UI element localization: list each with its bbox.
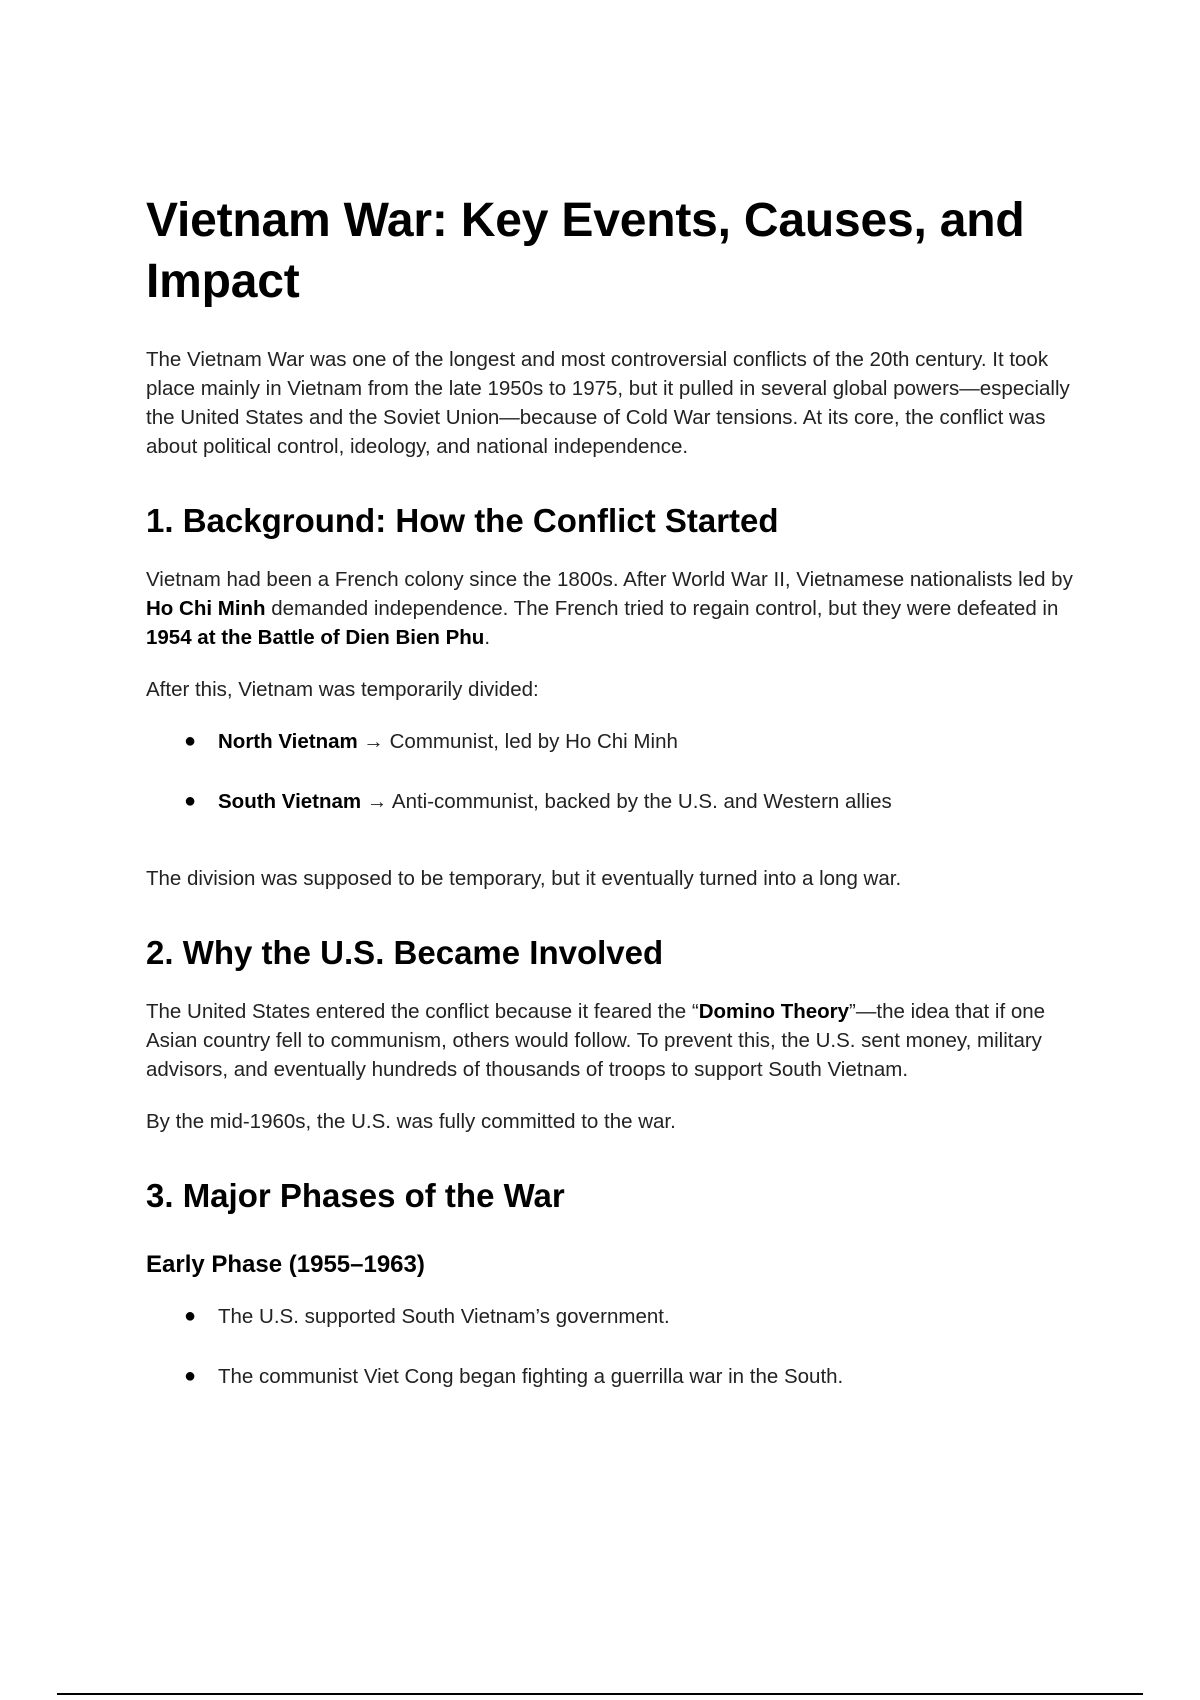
list-item-text: → Communist, led by Ho Chi Minh [357, 730, 678, 753]
bullet-icon: ● [184, 730, 197, 752]
list-item [184, 1302, 1086, 1331]
bullet-icon: ● [184, 1365, 197, 1387]
text-run: demanded independence. The French tried to regain control, but they were defeated in [265, 597, 1059, 620]
text-run: The United States entered the conflict because it feared the “ [146, 1000, 699, 1023]
document-title: Vietnam War: Key Events, Causes, and Impact [146, 194, 1025, 308]
list-item [184, 1362, 1086, 1391]
bold-domino-theory: Domino Theory [698, 1000, 850, 1023]
document-page [146, 190, 1086, 1439]
section-3-subheading: Early Phase (1955–1963) [146, 1251, 425, 1278]
list-item-text: The communist Viet Cong began fighting a guerrilla war in the South. [218, 1365, 844, 1388]
text-run: Vietnam had been a French colony since the 1800s. After World War II, Vietnamese nationalists led by [146, 568, 1073, 591]
list-item-bold: North Vietnam [218, 730, 358, 753]
section-1-paragraph-3: The division was supposed to be temporary, but it eventually turned into a long war. [146, 867, 902, 890]
section-1-paragraph-2: After this, Vietnam was temporarily divided: [146, 678, 539, 701]
early-phase-list [184, 1302, 1086, 1391]
list-item-text: → Anti-communist, backed by the U.S. and Western allies [361, 790, 892, 813]
list-item-text: The U.S. supported South Vietnam’s government. [218, 1305, 670, 1328]
text-run: ”—the idea that if one Asian country fell to communism, others would follow. To prevent this, the U.S. sent money, military advisors, and eventually hundreds of thousands of troops to support South Vietnam. [146, 1000, 1046, 1081]
division-list [184, 727, 1086, 816]
bullet-icon: ● [184, 790, 197, 812]
bullet-icon: ● [184, 1305, 197, 1327]
section-2-paragraph-2: By the mid-1960s, the U.S. was fully committed to the war. [146, 1110, 676, 1133]
text-run: . [484, 626, 491, 649]
section-3-heading: 3. Major Phases of the War [146, 1177, 565, 1214]
section-2-heading: 2. Why the U.S. Became Involved [146, 934, 664, 971]
list-item [184, 727, 1086, 756]
intro-paragraph: The Vietnam War was one of the longest and most controversial conflicts of the 20th century. It took place mainly in Vietnam from the late 1950s to 1975, but it pulled in several global powers—especially the United States and the Soviet Union—because of Cold War tensions. At its core, the conflict was about political control, ideology, and national independence. [146, 348, 1070, 458]
list-item-bold: South Vietnam [218, 790, 362, 813]
bold-ho-chi-minh: Ho Chi Minh [146, 597, 266, 620]
section-2-paragraph-1 [146, 997, 1086, 1084]
list-item [184, 787, 1086, 816]
footer-divider [57, 1693, 1143, 1695]
section-1-heading: 1. Background: How the Conflict Started [146, 502, 779, 539]
bold-dien-bien-phu: 1954 at the Battle of Dien Bien Phu [146, 626, 485, 649]
section-1-paragraph-1 [146, 565, 1086, 652]
